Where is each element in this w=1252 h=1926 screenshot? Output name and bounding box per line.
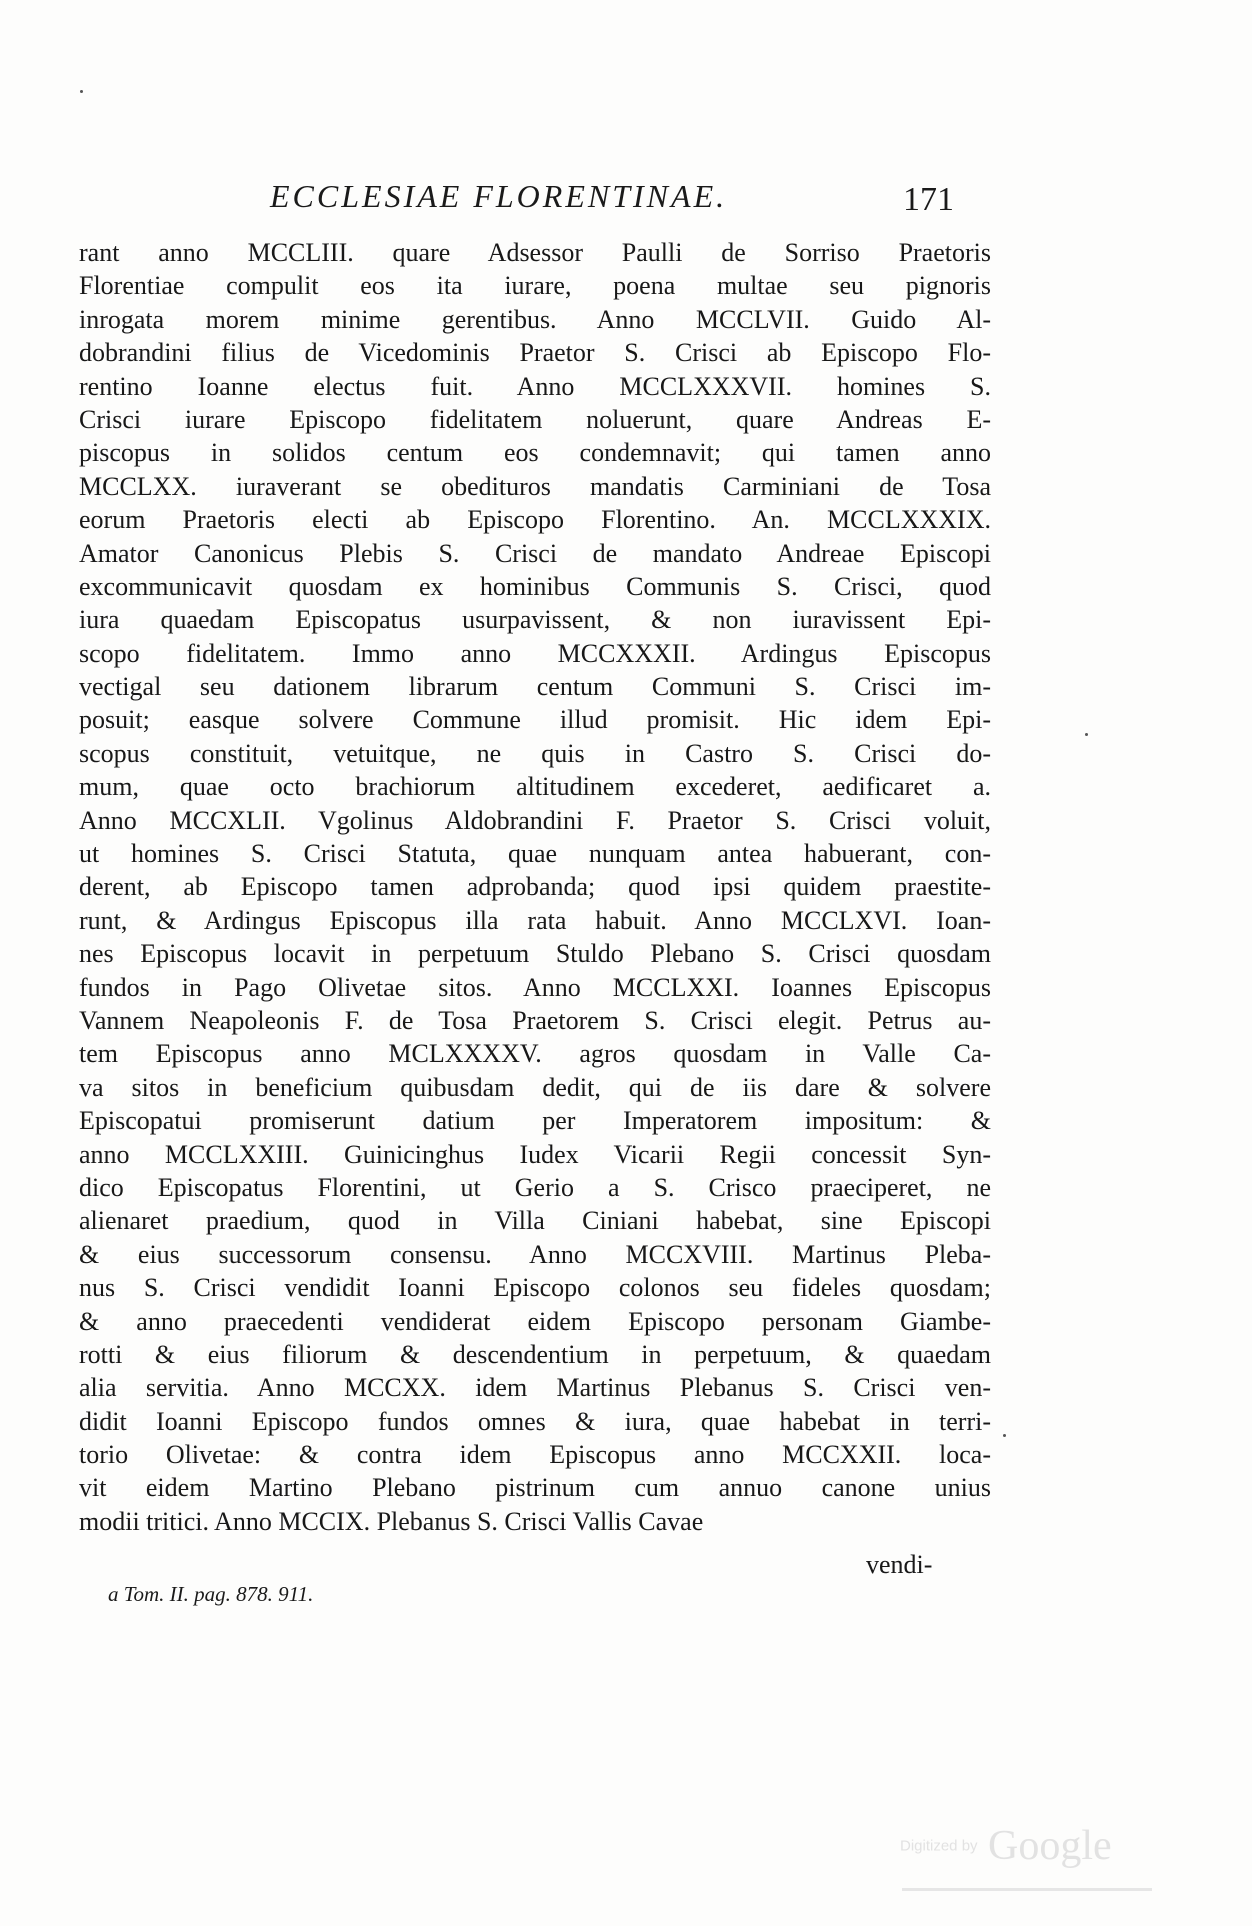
page-speck <box>80 90 83 93</box>
text-line: posuit; easque solvere Commune illud promisit. Hic idem Epi- <box>79 705 991 735</box>
text-line: rotti & eius filiorum & descendentium in perpetuum, & quaedam <box>79 1339 991 1369</box>
text-line: vit eidem Martino Plebano pistrinum cum annuo canone unius <box>79 1473 991 1503</box>
text-line: nes Episcopus locavit in perpetuum Stuldo Plebano S. Crisci quosdam <box>79 939 991 969</box>
text-line: & eius successorum consensu. Anno MCCXVIII. Martinus Pleba- <box>79 1239 991 1269</box>
text-line: tem Episcopus anno MCLXXXXV. agros quosdam in Valle Ca- <box>79 1039 991 1069</box>
text-line: runt, & Ardingus Episcopus illa rata habuit. Anno MCCLXVI. Ioan- <box>79 905 991 935</box>
text-line: rant anno MCCLIII. quare Adsessor Paulli de Sorriso Praetoris <box>79 238 991 267</box>
watermark-logo: Google <box>988 1823 1112 1869</box>
text-line: ut homines S. Crisci Statuta, quae nunquam antea habuerant, con- <box>79 839 991 869</box>
text-line: MCCLXX. iuraverant se obedituros mandatis Carminiani de Tosa <box>79 471 991 501</box>
text-line: modii tritici. Anno MCCIX. Plebanus S. Crisci Vallis Cavae <box>79 1506 704 1536</box>
catchword: vendi- <box>866 1550 933 1579</box>
text-line: eorum Praetoris electi ab Episcopo Florentino. An. MCCLXXXIX. <box>79 505 991 535</box>
text-line: excommunicavit quosdam ex hominibus Communis S. Crisci, quod <box>79 571 991 601</box>
text-line: derent, ab Episcopo tamen adprobanda; quod ipsi quidem praestite- <box>79 872 991 902</box>
text-line: anno MCCLXXIII. Guinicinghus Iudex Vicarii Regii concessit Syn- <box>79 1139 991 1169</box>
watermark-prefix: Digitized by <box>900 1837 978 1855</box>
text-line: Vannem Neapoleonis F. de Tosa Praetorem S. Crisci elegit. Petrus au- <box>79 1005 991 1035</box>
text-line: alienaret praedium, quod in Villa Ciniani habebat, sine Episcopi <box>79 1206 991 1236</box>
page-speck <box>1003 1434 1006 1437</box>
text-line: scopus constituit, vetuitque, ne quis in Castro S. Crisci do- <box>79 738 991 768</box>
text-line: nus S. Crisci vendidit Ioanni Episcopo colonos seu fideles quosdam; <box>79 1273 991 1303</box>
digitization-watermark <box>900 1822 1112 1870</box>
running-head: ECCLESIAE FLORENTINAE. <box>270 178 728 214</box>
text-line: fundos in Pago Olivetae sitos. Anno MCCLXXI. Ioannes Episcopus <box>79 972 991 1002</box>
text-line: scopo fidelitatem. Immo anno MCCXXXII. Ardingus Episcopus <box>79 638 991 668</box>
text-line: inrogata morem minime gerentibus. Anno MCCLVII. Guido Al- <box>79 304 991 334</box>
page-speck <box>1085 733 1088 736</box>
text-line: vectigal seu dationem librarum centum Communi S. Crisci im- <box>79 672 991 702</box>
text-line: iura quaedam Episcopatus usurpavissent, & non iuravissent Epi- <box>79 605 991 635</box>
text-line: mum, quae octo brachiorum altitudinem excederet, aedificaret a. <box>79 772 991 802</box>
text-line: Amator Canonicus Plebis S. Crisci de mandato Andreae Episcopi <box>79 538 991 568</box>
text-line: Crisci iurare Episcopo fidelitatem noluerunt, quare Andreas E- <box>79 404 991 434</box>
text-line: rentino Ioanne electus fuit. Anno MCCLXXXVII. homines S. <box>79 371 991 401</box>
text-line: & anno praecedenti vendiderat eidem Episcopo personam Giambe- <box>79 1306 991 1336</box>
text-line: Florentiae compulit eos ita iurare, poena multae seu pignoris <box>79 271 991 301</box>
text-line: dico Episcopatus Florentini, ut Gerio a S. Crisco praeciperet, ne <box>79 1172 991 1202</box>
page-number: 171 <box>903 181 954 218</box>
footnote: a Tom. II. pag. 878. 911. <box>108 1582 314 1606</box>
text-line: Anno MCCXLII. Vgolinus Aldobrandini F. Praetor S. Crisci voluit, <box>79 805 991 835</box>
text-line: piscopus in solidos centum eos condemnavit; qui tamen anno <box>79 438 991 468</box>
watermark-rule <box>902 1888 1152 1891</box>
body-text <box>79 236 991 1538</box>
text-line: dobrandini filius de Vicedominis Praetor S. Crisci ab Episcopo Flo- <box>79 338 991 368</box>
text-line: torio Olivetae: & contra idem Episcopus anno MCCXXII. loca- <box>79 1440 991 1470</box>
text-line: va sitos in beneficium quibusdam dedit, qui de iis dare & solvere <box>79 1072 991 1102</box>
text-line: Episcopatui promiserunt datium per Imperatorem impositum: & <box>79 1106 991 1136</box>
text-line: didit Ioanni Episcopo fundos omnes & iura, quae habebat in terri- <box>79 1406 991 1436</box>
text-line: alia servitia. Anno MCCXX. idem Martinus Plebanus S. Crisci ven- <box>79 1373 991 1403</box>
